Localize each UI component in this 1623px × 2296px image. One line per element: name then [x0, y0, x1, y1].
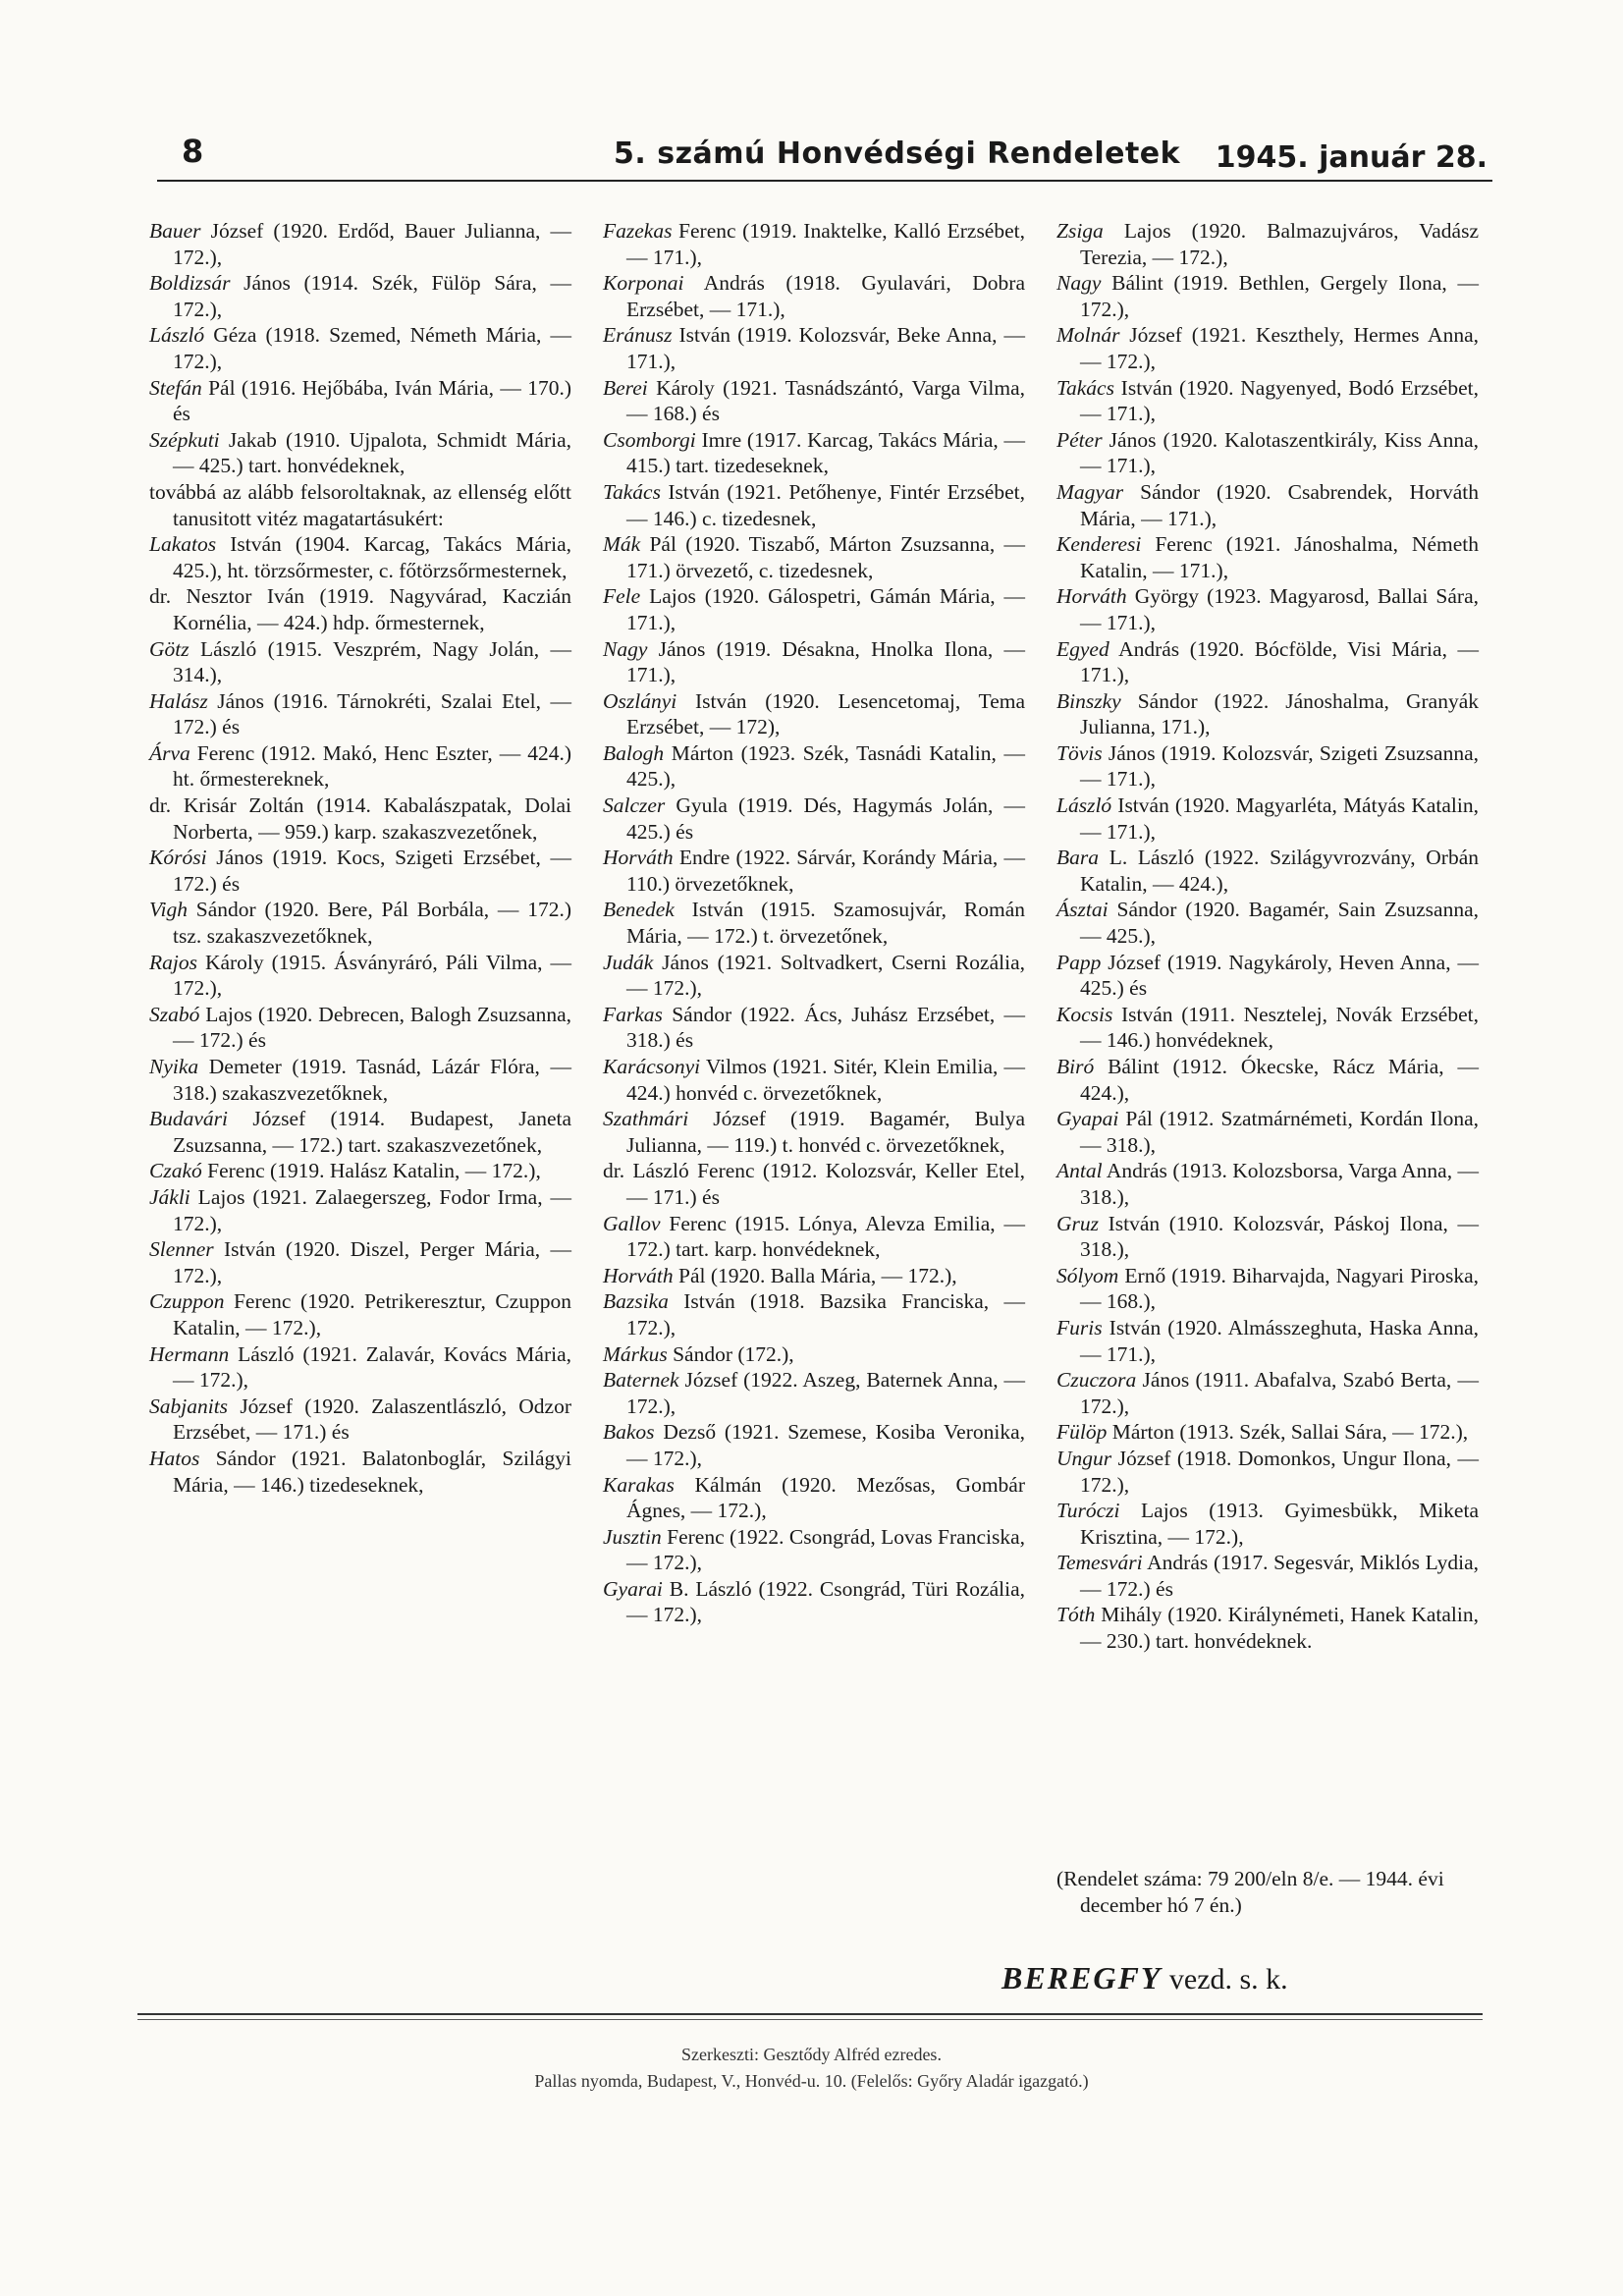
entry-details: József (1920. Erdőd, Bauer Julianna, — 172.), — [173, 219, 571, 269]
list-entry — [149, 531, 571, 583]
list-entry — [603, 427, 1025, 479]
entry-surname: Eránusz — [603, 323, 673, 348]
entry-surname: Kenderesi — [1056, 532, 1142, 557]
entry-surname: Horváth — [1056, 584, 1127, 609]
entry-details: József (1919. Bagamér, Bulya Julianna, — 119.) t. honvéd c. örvezetőknek, — [626, 1107, 1025, 1157]
entry-surname: Rajos — [149, 950, 197, 974]
text-column-3 — [1056, 218, 1479, 1655]
entry-surname: Hatos — [149, 1446, 200, 1470]
list-entry — [1056, 583, 1479, 635]
list-entry — [603, 1367, 1025, 1419]
list-entry — [603, 1341, 1025, 1368]
decree-number: (Rendelet száma: 79 200/eln 8/e. — 1944. évi december hó 7 én.) — [1056, 1867, 1444, 1917]
entry-details: István (1920. Nagyenyed, Bodó Erzsébet, — 171.), — [1080, 375, 1479, 426]
entry-details: Ferenc (1920. Petrikeresztur, Czuppon Katalin, — 172.), — [173, 1289, 571, 1339]
list-entry — [1056, 427, 1479, 479]
entry-details: Sándor (1920. Bagamér, Sain Zsuzsanna, — 425.), — [1080, 898, 1479, 949]
list-entry — [149, 793, 571, 845]
entry-details: József (1914. Budapest, Janeta Zsuzsanna, — 172.) tart. szakaszvezetőnek, — [173, 1107, 571, 1157]
list-entry — [1056, 950, 1479, 1002]
text-column-2 — [603, 218, 1025, 1628]
entry-details: József (1922. Aszeg, Baternek Anna, — 172.), — [626, 1368, 1025, 1418]
publication-title: 5. számú Honvédségi Rendeletek — [614, 137, 1181, 171]
entry-details: András (1920. Bócfölde, Visi Mária, — 171.), — [1080, 636, 1479, 687]
entry-surname: Szabó — [149, 1002, 200, 1026]
list-entry — [603, 218, 1025, 270]
entry-surname: Csomborgi — [603, 427, 696, 452]
entry-details: István (1920. Almásszeghuta, Haska Anna, — 171.), — [1080, 1315, 1479, 1366]
list-entry — [603, 1576, 1025, 1628]
list-entry — [1056, 1550, 1479, 1602]
list-entry — [149, 218, 571, 270]
list-entry — [603, 531, 1025, 583]
entry-surname: Czakó — [149, 1159, 202, 1183]
list-entry — [1056, 1446, 1479, 1498]
entry-surname: Halász — [149, 688, 208, 713]
entry-details: Sándor (1922. Ács, Juhász Erzsébet, — 318.) és — [626, 1002, 1025, 1053]
entry-details: Sándor (172.), — [667, 1341, 794, 1366]
list-entry — [1056, 1002, 1479, 1054]
entry-surname: Hermann — [149, 1341, 230, 1366]
entry-surname: Gallov — [603, 1211, 661, 1235]
entry-details: Lajos (1921. Zalaegerszeg, Fodor Irma, — 172.), — [173, 1184, 571, 1235]
entry-surname: Gruz — [1056, 1211, 1100, 1235]
entry-surname: László — [149, 323, 205, 348]
entry-surname: Nagy — [1056, 271, 1102, 296]
entry-surname: Gyapai — [1056, 1107, 1119, 1131]
entry-details: József (1919. Nagykároly, Heven Anna, — 425.) és — [1080, 950, 1479, 1001]
list-entry — [149, 583, 571, 635]
entry-details: Sándor (1921. Balatonboglár, Szilágyi Mária, — 146.) tizedeseknek, — [173, 1446, 571, 1497]
signatory-name: BEREGFY — [1001, 1960, 1163, 1995]
list-entry — [149, 1054, 571, 1106]
list-entry — [603, 1054, 1025, 1106]
list-entry — [1056, 1315, 1479, 1367]
entry-details: István (1921. Petőhenye, Fintér Erzsébet, — 146.) c. tizedesnek, — [626, 479, 1025, 530]
entry-details: Pál (1912. Szatmárnémeti, Kordán Ilona, — 318.), — [1080, 1107, 1479, 1157]
list-entry — [1056, 1419, 1479, 1446]
entry-surname: Fazekas — [603, 219, 673, 243]
entry-details: Gyula (1919. Dés, Hagymás Jolán, — 425.) és — [626, 793, 1025, 844]
entry-surname: Boldizsár — [149, 271, 231, 296]
entry-details: János (1914. Szék, Fülöp Sára, — 172.), — [173, 271, 571, 321]
list-entry — [603, 1524, 1025, 1576]
list-entry — [149, 322, 571, 374]
list-entry — [149, 270, 571, 322]
entry-details: János (1919. Kolozsvár, Szigeti Zsuzsanna, — 171.), — [1080, 740, 1479, 792]
entry-surname: Takács — [603, 479, 661, 504]
entry-details: Pál (1920. Balla Mária, — 172.), — [673, 1263, 957, 1287]
signatory-title: vezd. s. k. — [1168, 1963, 1288, 1995]
list-entry — [603, 583, 1025, 635]
entry-details: Károly (1921. Tasnádszántó, Varga Vilma, — 168.) és — [626, 375, 1025, 426]
list-entry — [603, 479, 1025, 531]
entry-surname: Lakatos — [149, 532, 217, 557]
entry-surname: Egyed — [1056, 636, 1109, 661]
entry-surname: Czuppon — [149, 1289, 225, 1314]
list-entry — [603, 270, 1025, 322]
list-entry — [603, 1263, 1025, 1289]
list-entry — [603, 1158, 1025, 1210]
list-entry — [603, 1211, 1025, 1263]
list-entry — [1056, 531, 1479, 583]
list-entry — [1056, 1054, 1479, 1106]
list-entry — [149, 1236, 571, 1288]
entry-details: György (1923. Magyarosd, Ballai Sára, — 171.), — [1080, 584, 1479, 634]
list-entry — [1056, 218, 1479, 270]
entry-surname: Antal — [1056, 1159, 1103, 1183]
list-entry — [149, 950, 571, 1002]
entry-surname: Bara — [1056, 846, 1099, 870]
entry-surname: Papp — [1056, 950, 1102, 974]
entry-details: István (1904. Karcag, Takács Mária, 425.), ht. törzsőrmester, c. főtörzsőrmesternek, — [173, 532, 571, 582]
entry-details: István (1918. Bazsika Franciska, — 172.), — [626, 1289, 1025, 1339]
entry-details: Márton (1913. Szék, Sallai Sára, — 172.), — [1107, 1420, 1469, 1445]
list-entry — [1056, 1367, 1479, 1419]
list-entry — [1056, 688, 1479, 740]
entry-details: Mihály (1920. Királynémeti, Hanek Katalin, — 230.) tart. honvédeknek. — [1080, 1603, 1479, 1654]
entry-surname: Fele — [603, 584, 641, 609]
entry-details: Vilmos (1921. Sitér, Klein Emilia, — 424.) honvéd c. örvezetőknek, — [626, 1055, 1025, 1105]
entry-details: János (1920. Kalotaszentkirály, Kiss Anna, — 171.), — [1080, 427, 1479, 478]
entry-details: Kálmán (1920. Mezősas, Gombár Ágnes, — 172.), — [626, 1472, 1025, 1523]
list-entry — [149, 845, 571, 897]
entry-surname: Ásztai — [1056, 898, 1109, 922]
list-entry — [603, 1106, 1025, 1158]
entry-details: Sándor (1920. Bere, Pál Borbála, — 172.) tsz. szakaszvezetőknek, — [173, 898, 571, 949]
entry-surname: Péter — [1056, 427, 1103, 452]
entry-details: Ferenc (1919. Inaktelke, Kalló Erzsébet, — 171.), — [626, 219, 1025, 269]
entry-surname: Szépkuti — [149, 427, 220, 452]
list-entry — [149, 1158, 571, 1184]
entry-details: Pál (1920. Tiszabő, Márton Zsuzsanna, — 171.) örvezető, c. tizedesnek, — [626, 532, 1025, 582]
list-entry — [149, 1184, 571, 1236]
entry-surname: Farkas — [603, 1002, 663, 1026]
entry-details: Lajos (1920. Gálospetri, Gámán Mária, — 171.), — [626, 584, 1025, 634]
list-entry — [1056, 1106, 1479, 1158]
list-entry — [1056, 375, 1479, 427]
entry-details: István (1919. Kolozsvár, Beke Anna, — 171.), — [626, 323, 1025, 373]
entry-details: Endre (1922. Sárvár, Korándy Mária, — 110.) örvezetőknek, — [626, 846, 1025, 896]
entry-details: István (1910. Kolozsvár, Páskoj Ilona, — 318.), — [1080, 1211, 1479, 1262]
entry-surname: Kocsis — [1056, 1002, 1113, 1026]
entry-surname: Berei — [603, 375, 648, 400]
entry-details: B. László (1922. Csongrád, Türi Rozália, — 172.), — [626, 1576, 1025, 1627]
entry-surname: Tövis — [1056, 740, 1103, 765]
list-entry — [1056, 479, 1479, 531]
entry-details: Lajos (1920. Balmazujváros, Vadász Terezia, — 172.), — [1080, 219, 1479, 269]
entry-details: István (1920. Lesencetomaj, Tema Erzsébet, — 172), — [626, 688, 1025, 739]
list-entry — [603, 950, 1025, 1002]
entry-surname: Sólyom — [1056, 1263, 1119, 1287]
footer-rule-thin — [137, 2019, 1483, 2020]
entry-surname: Gyarai — [603, 1576, 663, 1601]
list-entry — [603, 845, 1025, 897]
entry-details: Demeter (1919. Tasnád, Lázár Flóra, — 318.) szakaszvezetőknek, — [173, 1055, 571, 1105]
page-number: 8 — [182, 133, 204, 170]
entry-surname: Turóczi — [1056, 1499, 1120, 1523]
entry-surname: Korponai — [603, 271, 684, 296]
entry-surname: Furis — [1056, 1315, 1103, 1339]
list-entry — [1056, 845, 1479, 897]
list-entry — [149, 375, 571, 427]
entry-surname: Karácsonyi — [603, 1055, 701, 1078]
entry-details: Lajos (1913. Gyimesbükk, Miketa Krisztina, — 172.), — [1080, 1499, 1479, 1549]
entry-surname: Temesvári — [1056, 1551, 1143, 1575]
list-entry — [149, 740, 571, 793]
footer-printer: Pallas nyomda, Budapest, V., Honvéd-u. 10. (Felelős: Győry Aladár igazgató.) — [534, 2071, 1089, 2091]
entry-details: András (1918. Gyulavári, Dobra Erzsébet, — 171.), — [626, 271, 1025, 321]
list-entry — [603, 322, 1025, 374]
entry-surname: Takács — [1056, 375, 1114, 400]
entry-details: L. László (1922. Szilágyvrozvány, Orbán Katalin, — 424.), — [1080, 846, 1479, 896]
list-entry — [603, 1002, 1025, 1054]
list-entry — [149, 1288, 571, 1340]
entry-details: András (1917. Segesvár, Miklós Lydia, — 172.) és — [1080, 1551, 1479, 1601]
entry-surname: Jusztin — [603, 1524, 662, 1549]
entry-surname: Zsiga — [1056, 219, 1104, 243]
entry-details: László (1921. Zalavár, Kovács Mária, — 172.), — [173, 1341, 571, 1393]
entry-details: István (1915. Szamosujvár, Román Mária, — 172.) t. örvezetőnek, — [626, 898, 1025, 949]
list-entry — [1056, 1263, 1479, 1315]
entry-surname: Árva — [149, 740, 190, 765]
entry-surname: Horváth — [603, 846, 674, 870]
entry-surname: Nagy — [603, 636, 648, 661]
entry-details: István (1920. Magyarléta, Mátyás Katalin, — 171.), — [1080, 793, 1479, 844]
list-entry — [603, 636, 1025, 688]
entry-details: János (1919. Kocs, Szigeti Erzsébet, — 172.) és — [173, 846, 571, 896]
list-entry — [1056, 322, 1479, 374]
text-column-1 — [149, 218, 571, 1498]
entry-surname: Ungur — [1056, 1446, 1112, 1470]
entry-details: András (1913. Kolozsborsa, Varga Anna, — 318.), — [1080, 1159, 1479, 1209]
entry-surname: Balogh — [603, 740, 665, 765]
entry-surname: Horváth — [603, 1263, 674, 1287]
entry-details: László (1915. Veszprém, Nagy Jolán, — 314.), — [173, 636, 571, 687]
entry-surname: Götz — [149, 636, 189, 661]
entry-details: János (1921. Soltvadkert, Cserni Rozália, — 172.), — [626, 950, 1025, 1001]
list-entry — [603, 1288, 1025, 1340]
entry-details: József (1920. Zalaszentlászló, Odzor Erzsébet, — 171.) és — [173, 1394, 571, 1445]
list-entry — [603, 688, 1025, 740]
list-entry — [603, 1472, 1025, 1524]
entry-details: János (1919. Désakna, Hnolka Ilona, — 171.), — [626, 636, 1025, 687]
list-entry — [149, 1002, 571, 1054]
list-entry — [149, 427, 571, 479]
header-rule — [157, 180, 1492, 182]
entry-details: Dezső (1921. Szemese, Kosiba Veronika, — 172.), — [626, 1420, 1025, 1470]
entry-surname: Szathmári — [603, 1107, 689, 1131]
entry-surname: Sabjanits — [149, 1394, 229, 1418]
entry-surname: Magyar — [1056, 479, 1124, 504]
entry-surname: Bazsika — [603, 1289, 669, 1314]
footer-rule — [137, 2013, 1483, 2015]
list-entry — [1056, 270, 1479, 322]
entry-details: Ernő (1919. Biharvajda, Nagyari Piroska, — 168.), — [1080, 1263, 1479, 1314]
list-entry — [149, 1341, 571, 1394]
entry-details: Ferenc (1922. Csongrád, Lovas Franciska, — 172.), — [626, 1524, 1025, 1575]
entry-surname: Vigh — [149, 898, 189, 922]
entry-surname: Karakas — [603, 1472, 675, 1497]
list-entry — [1056, 1602, 1479, 1654]
entry-surname: László — [1056, 793, 1112, 818]
entry-details: Jakab (1910. Ujpalota, Schmidt Mária, — 425.) tart. honvédeknek, — [173, 427, 571, 478]
entry-surname: Judák — [603, 950, 654, 974]
list-entry — [1056, 793, 1479, 845]
list-entry — [149, 1446, 571, 1498]
entry-surname: Baternek — [603, 1368, 679, 1393]
entry-surname: Benedek — [603, 898, 675, 922]
entry-details: dr. Nesztor Iván (1919. Nagyvárad, Kaczián Kornélia, — 424.) hdp. őrmesternek, — [149, 584, 571, 634]
entry-details: József (1921. Keszthely, Hermes Anna, — 172.), — [1080, 323, 1479, 373]
issue-date: 1945. január 28. — [1215, 140, 1488, 175]
entry-surname: Márkus — [603, 1341, 668, 1366]
entry-surname: Stefán — [149, 375, 202, 400]
entry-details: Sándor (1922. Jánoshalma, Granyák Julianna, 171.), — [1080, 688, 1479, 739]
entry-surname: Jákli — [149, 1184, 190, 1209]
entry-details: János (1911. Abafalva, Szabó Berta, — 172.), — [1080, 1368, 1479, 1418]
entry-details: Ferenc (1915. Lónya, Alevza Emilia, — 172.) tart. karp. honvédeknek, — [626, 1211, 1025, 1262]
entry-surname: Binszky — [1056, 688, 1121, 713]
list-entry — [1056, 740, 1479, 793]
entry-details: János (1916. Tárnokréti, Szalai Etel, — 172.) és — [173, 688, 571, 739]
entry-surname: Tóth — [1056, 1603, 1096, 1627]
list-entry — [603, 1419, 1025, 1471]
signature — [1001, 1960, 1288, 1996]
entry-details: Pál (1916. Hejőbába, Iván Mária, — 170.) és — [173, 375, 571, 426]
entry-details: Ferenc (1919. Halász Katalin, — 172.), — [201, 1159, 541, 1183]
list-entry — [149, 1106, 571, 1158]
page-header — [162, 133, 1488, 182]
list-entry — [603, 897, 1025, 949]
list-entry — [149, 479, 571, 531]
entry-surname: Fülöp — [1056, 1420, 1108, 1445]
list-entry — [149, 897, 571, 949]
entry-surname: Czuczora — [1056, 1368, 1137, 1393]
entry-details: továbbá az alább felsoroltaknak, az ellenség előtt tanusitott vitéz magatartásukért: — [149, 479, 571, 530]
footer-editor: Szerkeszti: Gesztődy Alfréd ezredes. — [681, 2045, 942, 2064]
list-entry — [1056, 897, 1479, 949]
list-entry — [149, 1394, 571, 1446]
entry-details: Ferenc (1912. Makó, Henc Eszter, — 424.) ht. őrmestereknek, — [173, 740, 571, 792]
list-entry — [1056, 636, 1479, 688]
entry-surname: Bauer — [149, 219, 201, 243]
list-entry — [603, 793, 1025, 845]
entry-surname: Budavári — [149, 1107, 229, 1131]
entry-details: Sándor (1920. Csabrendek, Horváth Mária, — 171.), — [1080, 479, 1479, 530]
entry-details: Ferenc (1921. Jánoshalma, Németh Katalin, — 171.), — [1080, 532, 1479, 582]
entry-details: József (1918. Domonkos, Ungur Ilona, — 172.), — [1080, 1446, 1479, 1497]
entry-details: Bálint (1912. Ókecske, Rácz Mária, — 424.), — [1080, 1055, 1479, 1105]
entry-surname: Salczer — [603, 793, 666, 818]
entry-details: Márton (1923. Szék, Tasnádi Katalin, — 425.), — [626, 740, 1025, 792]
entry-surname: Bakos — [603, 1420, 655, 1445]
list-entry — [1056, 1498, 1479, 1550]
entry-surname: Oszlányi — [603, 688, 677, 713]
entry-details: Lajos (1920. Debrecen, Balogh Zsuzsanna, — 172.) és — [173, 1002, 571, 1053]
entry-details: dr. Krisár Zoltán (1914. Kabalászpatak, Dolai Norberta, — 959.) karp. szakaszvezetőnek, — [149, 793, 571, 844]
entry-surname: Kórósi — [149, 846, 207, 870]
list-entry — [1056, 1158, 1479, 1210]
entry-details: Géza (1918. Szemed, Németh Mária, — 172.), — [173, 323, 571, 373]
list-entry — [1056, 1211, 1479, 1263]
entry-details: István (1920. Diszel, Perger Mária, — 172.), — [173, 1237, 571, 1287]
list-entry — [603, 375, 1025, 427]
entry-details: Imre (1917. Karcag, Takács Mária, — 415.) tart. tizedeseknek, — [626, 427, 1025, 478]
list-entry — [149, 688, 571, 740]
list-entry — [603, 740, 1025, 793]
list-entry — [149, 636, 571, 688]
decree-note — [1056, 1866, 1479, 1918]
entry-details: István (1911. Nesztelej, Novák Erzsébet, — 146.) honvédeknek, — [1080, 1002, 1479, 1053]
entry-surname: Molnár — [1056, 323, 1120, 348]
entry-surname: Mák — [603, 532, 641, 557]
entry-details: Károly (1915. Ásványráró, Páli Vilma, — 172.), — [173, 950, 571, 1001]
entry-surname: Biró — [1056, 1055, 1095, 1078]
entry-details: dr. László Ferenc (1912. Kolozsvár, Keller Etel, — 171.) és — [603, 1159, 1025, 1209]
entry-surname: Nyika — [149, 1055, 199, 1078]
entry-details: Bálint (1919. Bethlen, Gergely Ilona, — 172.), — [1080, 271, 1479, 321]
entry-surname: Slenner — [149, 1237, 214, 1262]
